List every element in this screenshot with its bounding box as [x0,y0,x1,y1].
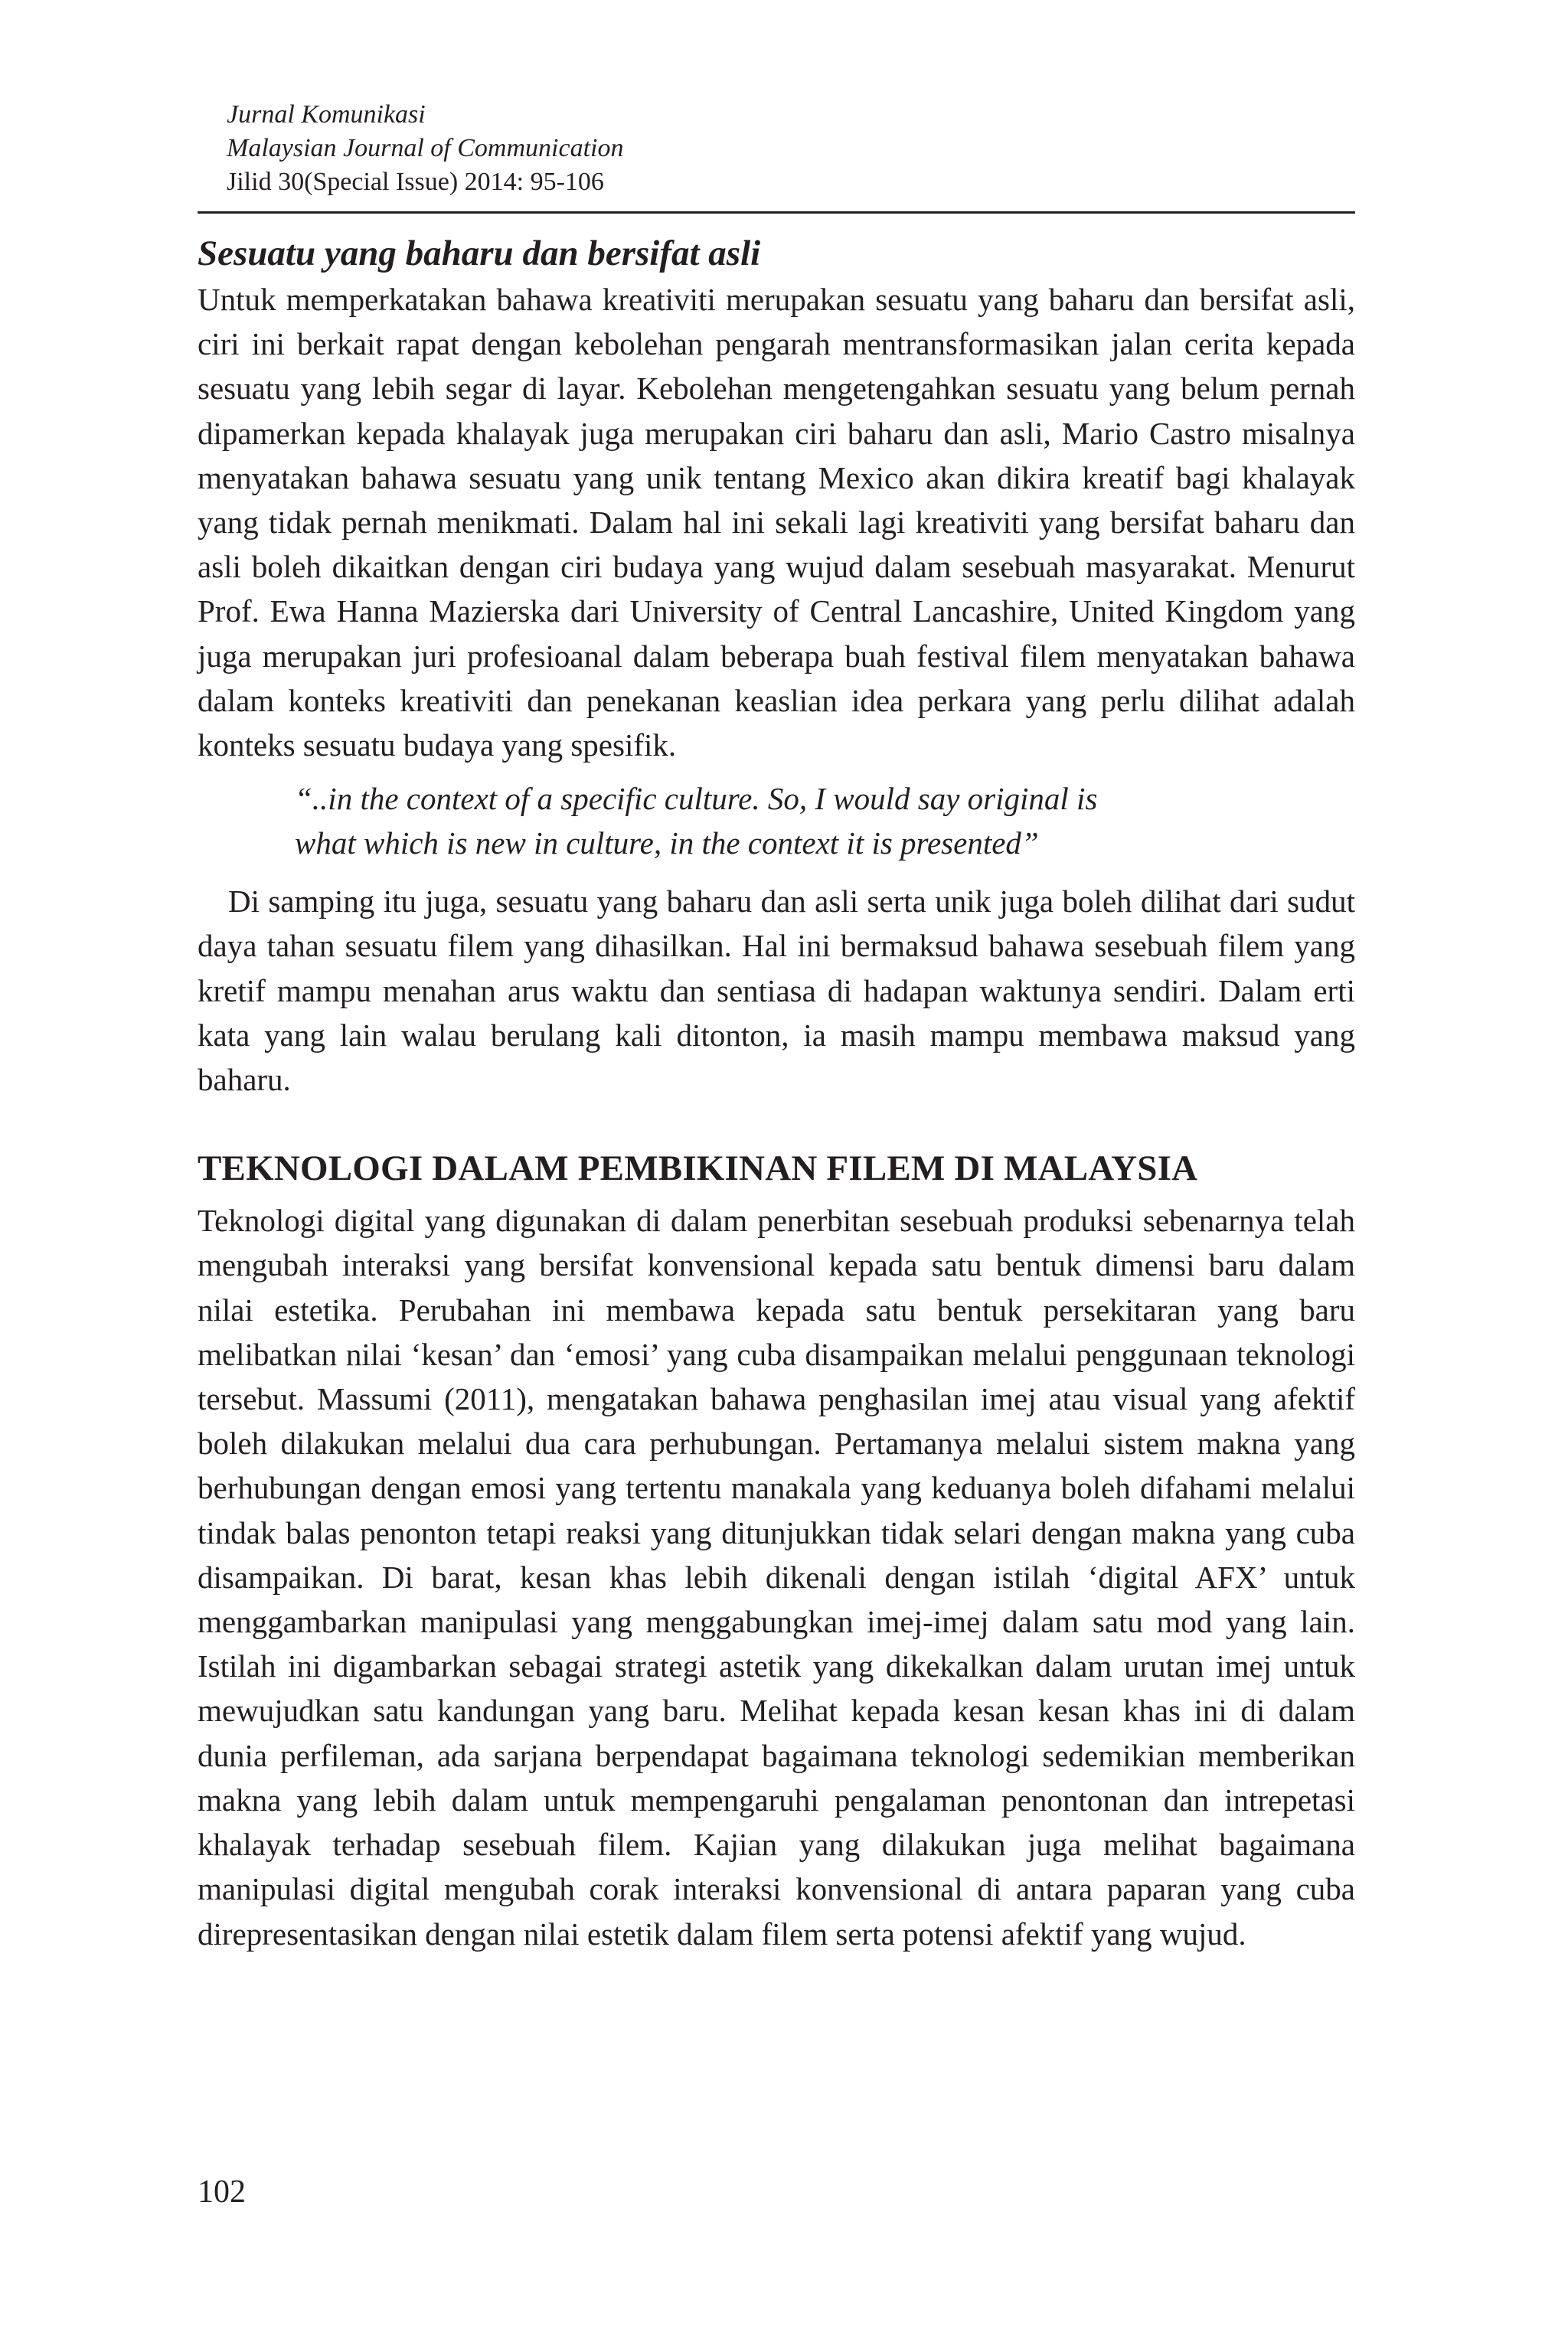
volume-info: Jilid 30(Special Issue) 2014: 95-106 [227,168,604,196]
journal-name: Jurnal Komunikasi [227,100,426,129]
body-paragraph: Untuk memperkatakan bahawa kreativiti merupakan sesuatu yang baharu dan bersifat asli, ciri ini berkait rapat dengan kebolehan pengarah mentransformasikan jalan cerita kepada sesuatu yang lebih segar di layar. Kebolehan mengetengahkan sesuatu yang belum pernah dipamerkan kepada khalayak juga merupakan ciri baharu dan asli, Mario Castro misalnya menyatakan bahawa sesuatu yang unik tentang Mexico akan dikira kreatif bagi khalayak yang tidak pernah menikmati. Dalam hal ini sekali lagi kreativiti yang bersifat baharu dan asli boleh dikaitkan dengan ciri budaya yang wujud dalam sesebuah masyarakat. Menurut Prof. Ewa Hanna Mazierska dari University of Central Lancashire, United Kingdom yang juga merupakan juri profesioanal dalam beberapa buah festival filem menyatakan bahawa dalam konteks kreativiti dan penekanan keaslian idea perkara yang perlu dilihat adalah konteks sesuatu budaya yang spesifik. [198,282,1355,763]
section-heading-teknologi: TEKNOLOGI DALAM PEMBIKINAN FILEM DI MALAYSIA [198,1148,1198,1189]
body-paragraph: Teknologi digital yang digunakan di dalam penerbitan sesebuah produksi sebenarnya telah mengubah interaksi yang bersifat konvensional kepada satu bentuk dimensi baru dalam nilai estetika. Perubahan ini membawa kepada satu bentuk persekitaran yang baru melibatkan nilai ‘kesan’ dan ‘emosi’ yang cuba disampaikan melalui penggunaan teknologi tersebut. Massumi (2011), mengatakan bahawa penghasilan imej atau visual yang afektif boleh dilakukan melalui dua cara perhubungan. Pertamanya melalui sistem makna yang berhubungan dengan emosi yang tertentu manakala yang keduanya boleh difahami melalui tindak balas penonton tetapi reaksi yang ditunjukkan tidak selari dengan makna yang cuba disampaikan. Di barat, kesan khas lebih dikenali dengan istilah ‘digital AFX’ untuk menggambarkan manipulasi yang menggabungkan imej-imej dalam satu mod yang lain. Istilah ini digambarkan sebagai strategi astetik yang dikekalkan dalam urutan imej untuk mewujudkan satu kandungan yang baru. Melihat kepada kesan kesan khas ini di dalam dunia perfileman, ada sarjana berpendapat bagaimana teknologi sedemikian memberikan makna yang lebih dalam untuk mempengaruhi pengalaman penontonan dan intrepetasi khalayak terhadap sesebuah filem. Kajian yang dilakukan juga melihat bagaimana manipulasi digital mengubah corak interaksi konvensional di antara paparan yang cuba direpresentasikan dengan nilai estetik dalam filem serta potensi afektif yang wujud. [198,1203,1355,1952]
header-rule [198,211,1355,214]
page-number: 102 [198,2174,246,2210]
body-paragraph: Di samping itu juga, sesuatu yang baharu dan asli serta unik juga boleh dilihat dari sudut daya tahan sesuatu filem yang dihasilkan. Hal ini bermaksud bahawa sesebuah filem yang kretif mampu menahan arus waktu dan sentiasa di hadapan waktunya sendiri. Dalam erti kata yang lain walau berulang kali ditonton, ia masih mampu membawa maksud yang baharu. [198,884,1355,1098]
block-quote [295,776,1252,865]
quote-line: what which is new in culture, in the context it is presented” [295,825,1039,861]
journal-name-english: Malaysian Journal of Communication [227,134,624,162]
page-body [198,230,1355,1956]
section-heading-baharu: Sesuatu yang baharu dan bersifat asli [198,234,761,273]
running-head [227,98,1355,199]
quote-line: “..in the context of a specific culture. So, I would say original is [295,781,1098,817]
